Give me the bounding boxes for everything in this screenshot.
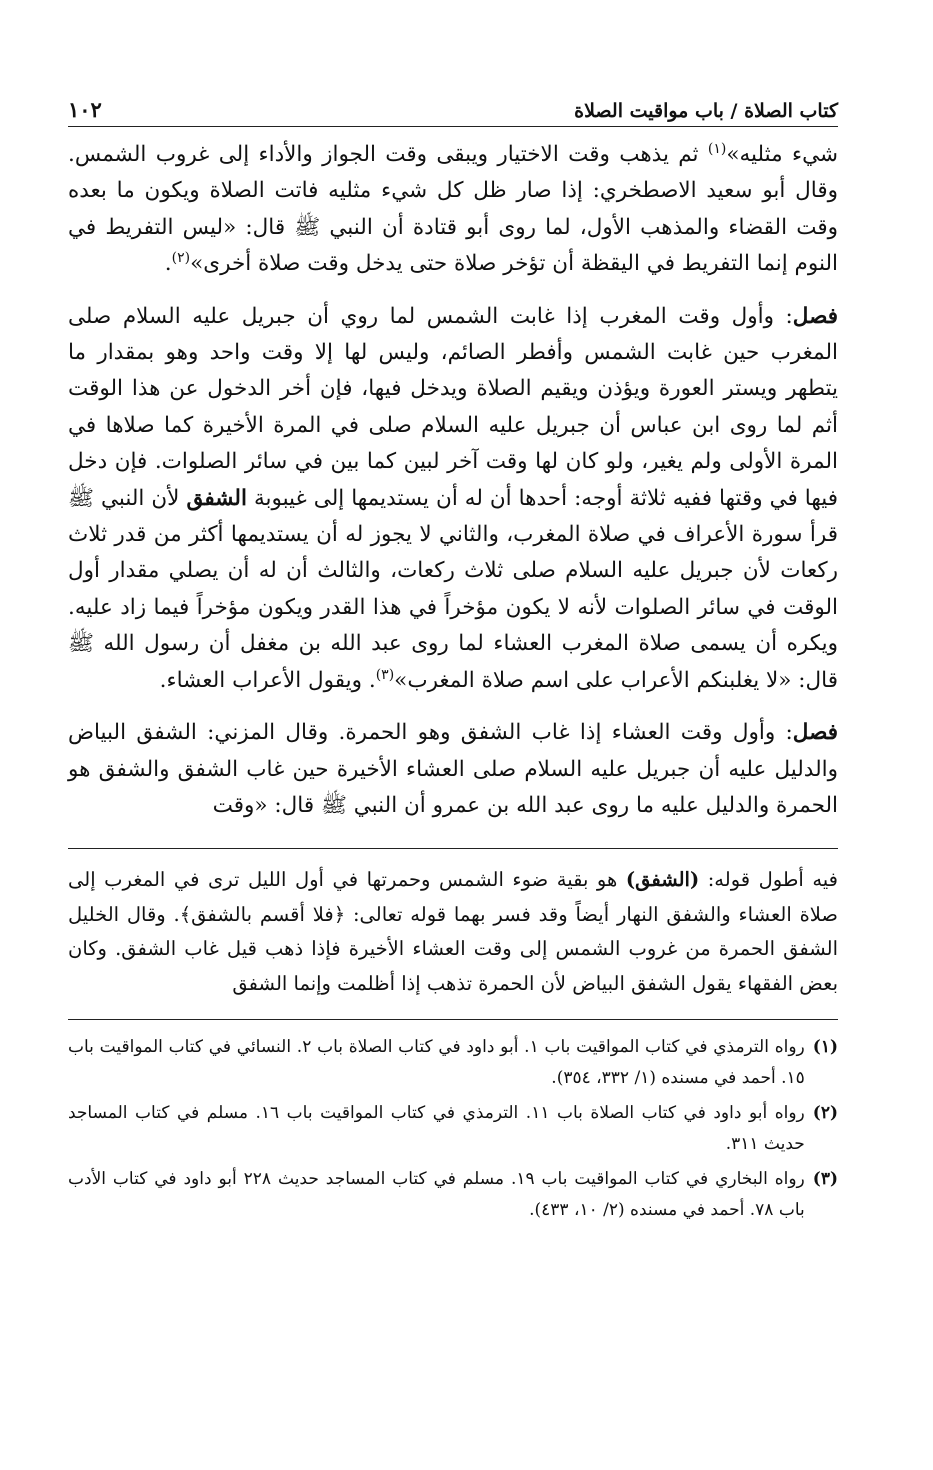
p1-text-b: ثم يذهب وقت الاختيار ويبقى وقت الجواز والأداء إلى غروب الشمس. وقال أبو سعيد الاصطخري: إذا صار ظل كل شيء مثليه فاتت الصلاة ويكون ما بعده وقت القضاء والمذهب الأول، لما روى أبو قتادة أن النبي ﷺ قال: «ليس التفريط في النوم إنما التفريط في اليقظة أن تؤخر صلاة حتى يدخل وقت صلاة أخرى» (68, 142, 838, 277)
footnote-ref-3: (٣) (375, 666, 395, 683)
footnotes (68, 1032, 838, 1226)
footnote-number: (٢) (812, 1103, 838, 1124)
footnote-number: (١) (812, 1037, 838, 1058)
note-text-a: فيه أطول قوله: (699, 868, 839, 892)
footnotes-rule (68, 1019, 838, 1020)
footnote-text: رواه البخاري في كتاب المواقيت باب ١٩. مسلم في كتاب المساجد حديث ٢٢٨ أبو داود في كتاب الأدب باب ٧٨. أحمد في مسنده (٢/ ١٠، ٤٣٣). (68, 1169, 805, 1221)
p2-text-a: : وأول وقت المغرب إذا غابت الشمس لما روي أن جبريل عليه السلام صلى المغرب حين غابت الشمس وأفطر الصائم، وليس لها إلا وقت واحد وهو بمقدار ما يتطهر ويستر العورة ويؤذن ويقيم الصلاة ويدخل فيها، فإن أخر الدخول عن هذا الوقت أثم لما روى ابن عباس أن جبريل عليه السلام صلى في المرة الأخيرة كما صلاها في المرة الأولى ولم يغير، ولو كان لها وقت آخر لبين كما بين في سائر الصلوات. فإن دخل فيها في وقتها ففيه ثلاثة أوجه: أحدها أن له أن يستديمها إلى غيبوبة (68, 303, 838, 511)
note-text-b: هو بقية ضوء الشمس وحمرتها في أول الليل ترى في المغرب إلى صلاة العشاء والشفق النهار أيضاً وقد فسر بهما قوله تعالى: ﴿فلا أقسم بالشفق﴾. وقال الخليل الشفق الحمرة من غروب الشمس إلى وقت العشاء الأخيرة فإذا ذهب قيل غاب الشفق. وكان بعض الفقهاء يقول الشفق البياض لأن الحمرة تذهب إذا أظلمت وإنما الشفق (68, 868, 838, 995)
section-marker: فصل (792, 303, 838, 329)
header-rule (68, 126, 838, 127)
footnote-number: (٣) (812, 1169, 838, 1190)
paragraph-3 (68, 715, 838, 824)
footnote-item (68, 1098, 838, 1160)
p2-text-c: . ويقول الأعراب العشاء. (159, 667, 376, 693)
page-number: ١٠٢ (68, 97, 102, 122)
running-header (68, 88, 838, 126)
main-text (68, 137, 838, 824)
note-paragraph (68, 863, 838, 1001)
footnote-item (68, 1164, 838, 1226)
commentary-note (68, 848, 838, 1001)
footnote-item (68, 1032, 838, 1094)
section-marker: فصل (792, 720, 838, 746)
header-title: كتاب الصلاة / باب مواقيت الصلاة (574, 100, 838, 122)
book-page (68, 88, 838, 1230)
footnote-ref-2: (٢) (171, 250, 191, 267)
footnote-ref-1: (١) (707, 140, 727, 157)
paragraph-1 (68, 137, 838, 283)
p1-text-c: . (164, 251, 172, 277)
p1-text-a: شيء مثليه» (726, 142, 838, 167)
note-bold-term: (الشفق) (625, 868, 700, 892)
footnote-text: رواه الترمذي في كتاب المواقيت باب ١. أبو داود في كتاب الصلاة باب ٢. النسائي في كتاب المواقيت باب ١٥. أحمد في مسنده (١/ ٣٣٢، ٣٥٤). (68, 1037, 805, 1089)
p2-text-b: لأن النبي ﷺ قرأ سورة الأعراف في صلاة المغرب، والثاني لا يجوز له أن يستديمها أكثر من قدر ثلاث ركعات لأن جبريل عليه السلام صلى ثلاث ركعات، والثالث أن له أن يصلي مقدار أول الوقت في سائر الصلوات لأنه لا يكون مؤخراً في هذا القدر ويكون مؤخراً فيما زاد عليه. ويكره أن يسمى صلاة المغرب العشاء لما روى عبد الله بن مغفل أن رسول الله ﷺ قال: «لا يغلبنكم الأعراب على اسم صلاة المغرب» (68, 485, 838, 693)
p3-text-a: : وأول وقت العشاء إذا غاب الشفق وهو الحمرة. وقال المزني: الشفق البياض والدليل عليه أن جبريل عليه السلام صلى العشاء الأخيرة حين غاب الشفق والشفق هو الحمرة والدليل عليه ما روى عبد الله بن عمرو أن النبي ﷺ قال: «وقت (68, 720, 838, 818)
paragraph-2 (68, 299, 838, 699)
p2-bold-term: الشفق (186, 485, 247, 511)
footnote-text: رواه أبو داود في كتاب الصلاة باب ١١. الترمذي في كتاب المواقيت باب ١٦. مسلم في كتاب المساجد حديث ٣١١. (68, 1103, 805, 1155)
